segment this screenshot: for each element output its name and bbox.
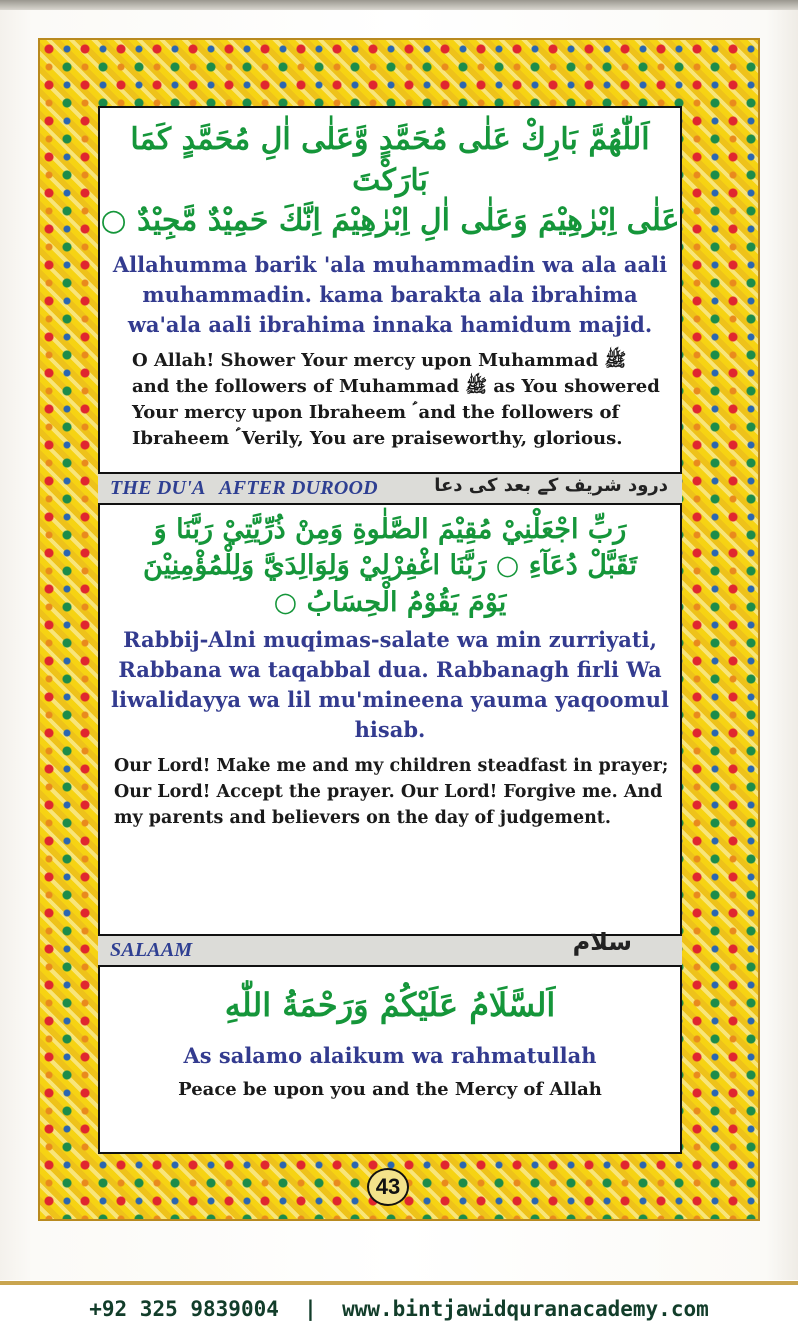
dua-transliteration-line: liwalidayya wa lil mu'mineena yauma yaqoomul [111, 687, 669, 713]
page-edge [0, 0, 798, 10]
durood-transliteration [100, 250, 680, 340]
durood-arabic-line-1: اَللّٰهُمَّ بَارِكْ عَلٰى مُحَمَّدٍ وَّعَلٰى اٰلِ مُحَمَّدٍ كَمَا بَارَكْتَ [130, 122, 650, 198]
dua-transliteration-line: hisab. [354, 717, 426, 743]
durood-transliteration-line: wa'ala aali ibrahima innaka hamidum majid. [127, 311, 653, 337]
salaam-section-header [98, 928, 682, 967]
dua-arabic-line-2: تَقَبَّلْ دُعَآءِ ○ رَبَّنَا اغْفِرْلِيْ وَلِوَالِدَيَّ وَلِلْمُؤْمِنِيْنَ [143, 550, 637, 582]
dua-translation-line: Our Lord! Make me and my children steadfast in prayer; [114, 756, 669, 777]
footer-contact: +92 325 9839004 | www.bintjawidquranacademy.com [89, 1297, 709, 1321]
salaam-translation: Peace be upon you and the Mercy of Allah [178, 1079, 602, 1101]
salaam-transliteration: As salamo alaikum wa rahmatullah [183, 1043, 597, 1069]
dua-transliteration-line: Rabbij-Alni muqimas-salate wa min zurriyati, [123, 627, 657, 653]
dua-translation-line: Our Lord! Accept the prayer. Our Lord! Forgive me. And [114, 782, 663, 803]
salaam-arabic: اَلسَّلَامُ عَلَيْكُمْ وَرَحْمَةُ اللّٰهِ [224, 986, 556, 1024]
durood-arabic-line-2: عَلٰى اِبْرٰهِيْمَ وَعَلٰى اٰلِ اِبْرٰهِيْمَ اِنَّكَ حَمِيْدٌ مَّجِيْدٌ ○ [100, 203, 680, 238]
dua-header-title: THE DU'A AFTER DUROOD [110, 477, 378, 499]
durood-translation-line: Ibraheem ؑ Verily, You are praiseworthy, glorious. [132, 427, 623, 449]
content-panel [98, 106, 682, 1154]
dua-section [100, 512, 680, 831]
page-number: 43 [367, 1168, 409, 1206]
durood-translation-line: O Allah! Shower Your mercy upon Muhammad ﷺ [132, 349, 627, 371]
durood-section [100, 120, 680, 452]
salaam-section [100, 984, 680, 1103]
dua-transliteration-line: Rabbana wa taqabbal dua. Rabbanagh firli Wa [118, 657, 662, 683]
durood-translation-line: and the followers of Muhammad ﷺ as You showered [132, 375, 660, 397]
salaam-header-title: SALAAM [110, 939, 193, 961]
dua-section-header [98, 472, 682, 505]
dua-transliteration [100, 625, 680, 745]
dua-header-urdu: درود شریف کے بعد کی دعا [434, 475, 668, 496]
dua-translation-line: my parents and believers on the day of judgement. [114, 808, 611, 829]
salaam-header-urdu: سلام [572, 928, 632, 956]
dua-arabic-line-3: يَوْمَ يَقُوْمُ الْحِسَابُ ○ [273, 586, 507, 618]
dua-translation [114, 753, 680, 831]
durood-transliteration-line: Allahumma barik 'ala muhammadin wa ala aali [112, 251, 668, 277]
dua-arabic-line-1: رَبِّ اجْعَلْنِيْ مُقِيْمَ الصَّلٰوةِ وَمِنْ ذُرِّيَّتِيْ رَبَّنَا وَ [153, 514, 627, 545]
footer-divider [0, 1281, 798, 1285]
durood-transliteration-line: muhammadin. kama barakta ala ibrahima [142, 281, 638, 307]
durood-translation-line: Your mercy upon Ibraheem ؑ and the followers of [132, 401, 620, 423]
durood-translation [132, 348, 680, 452]
